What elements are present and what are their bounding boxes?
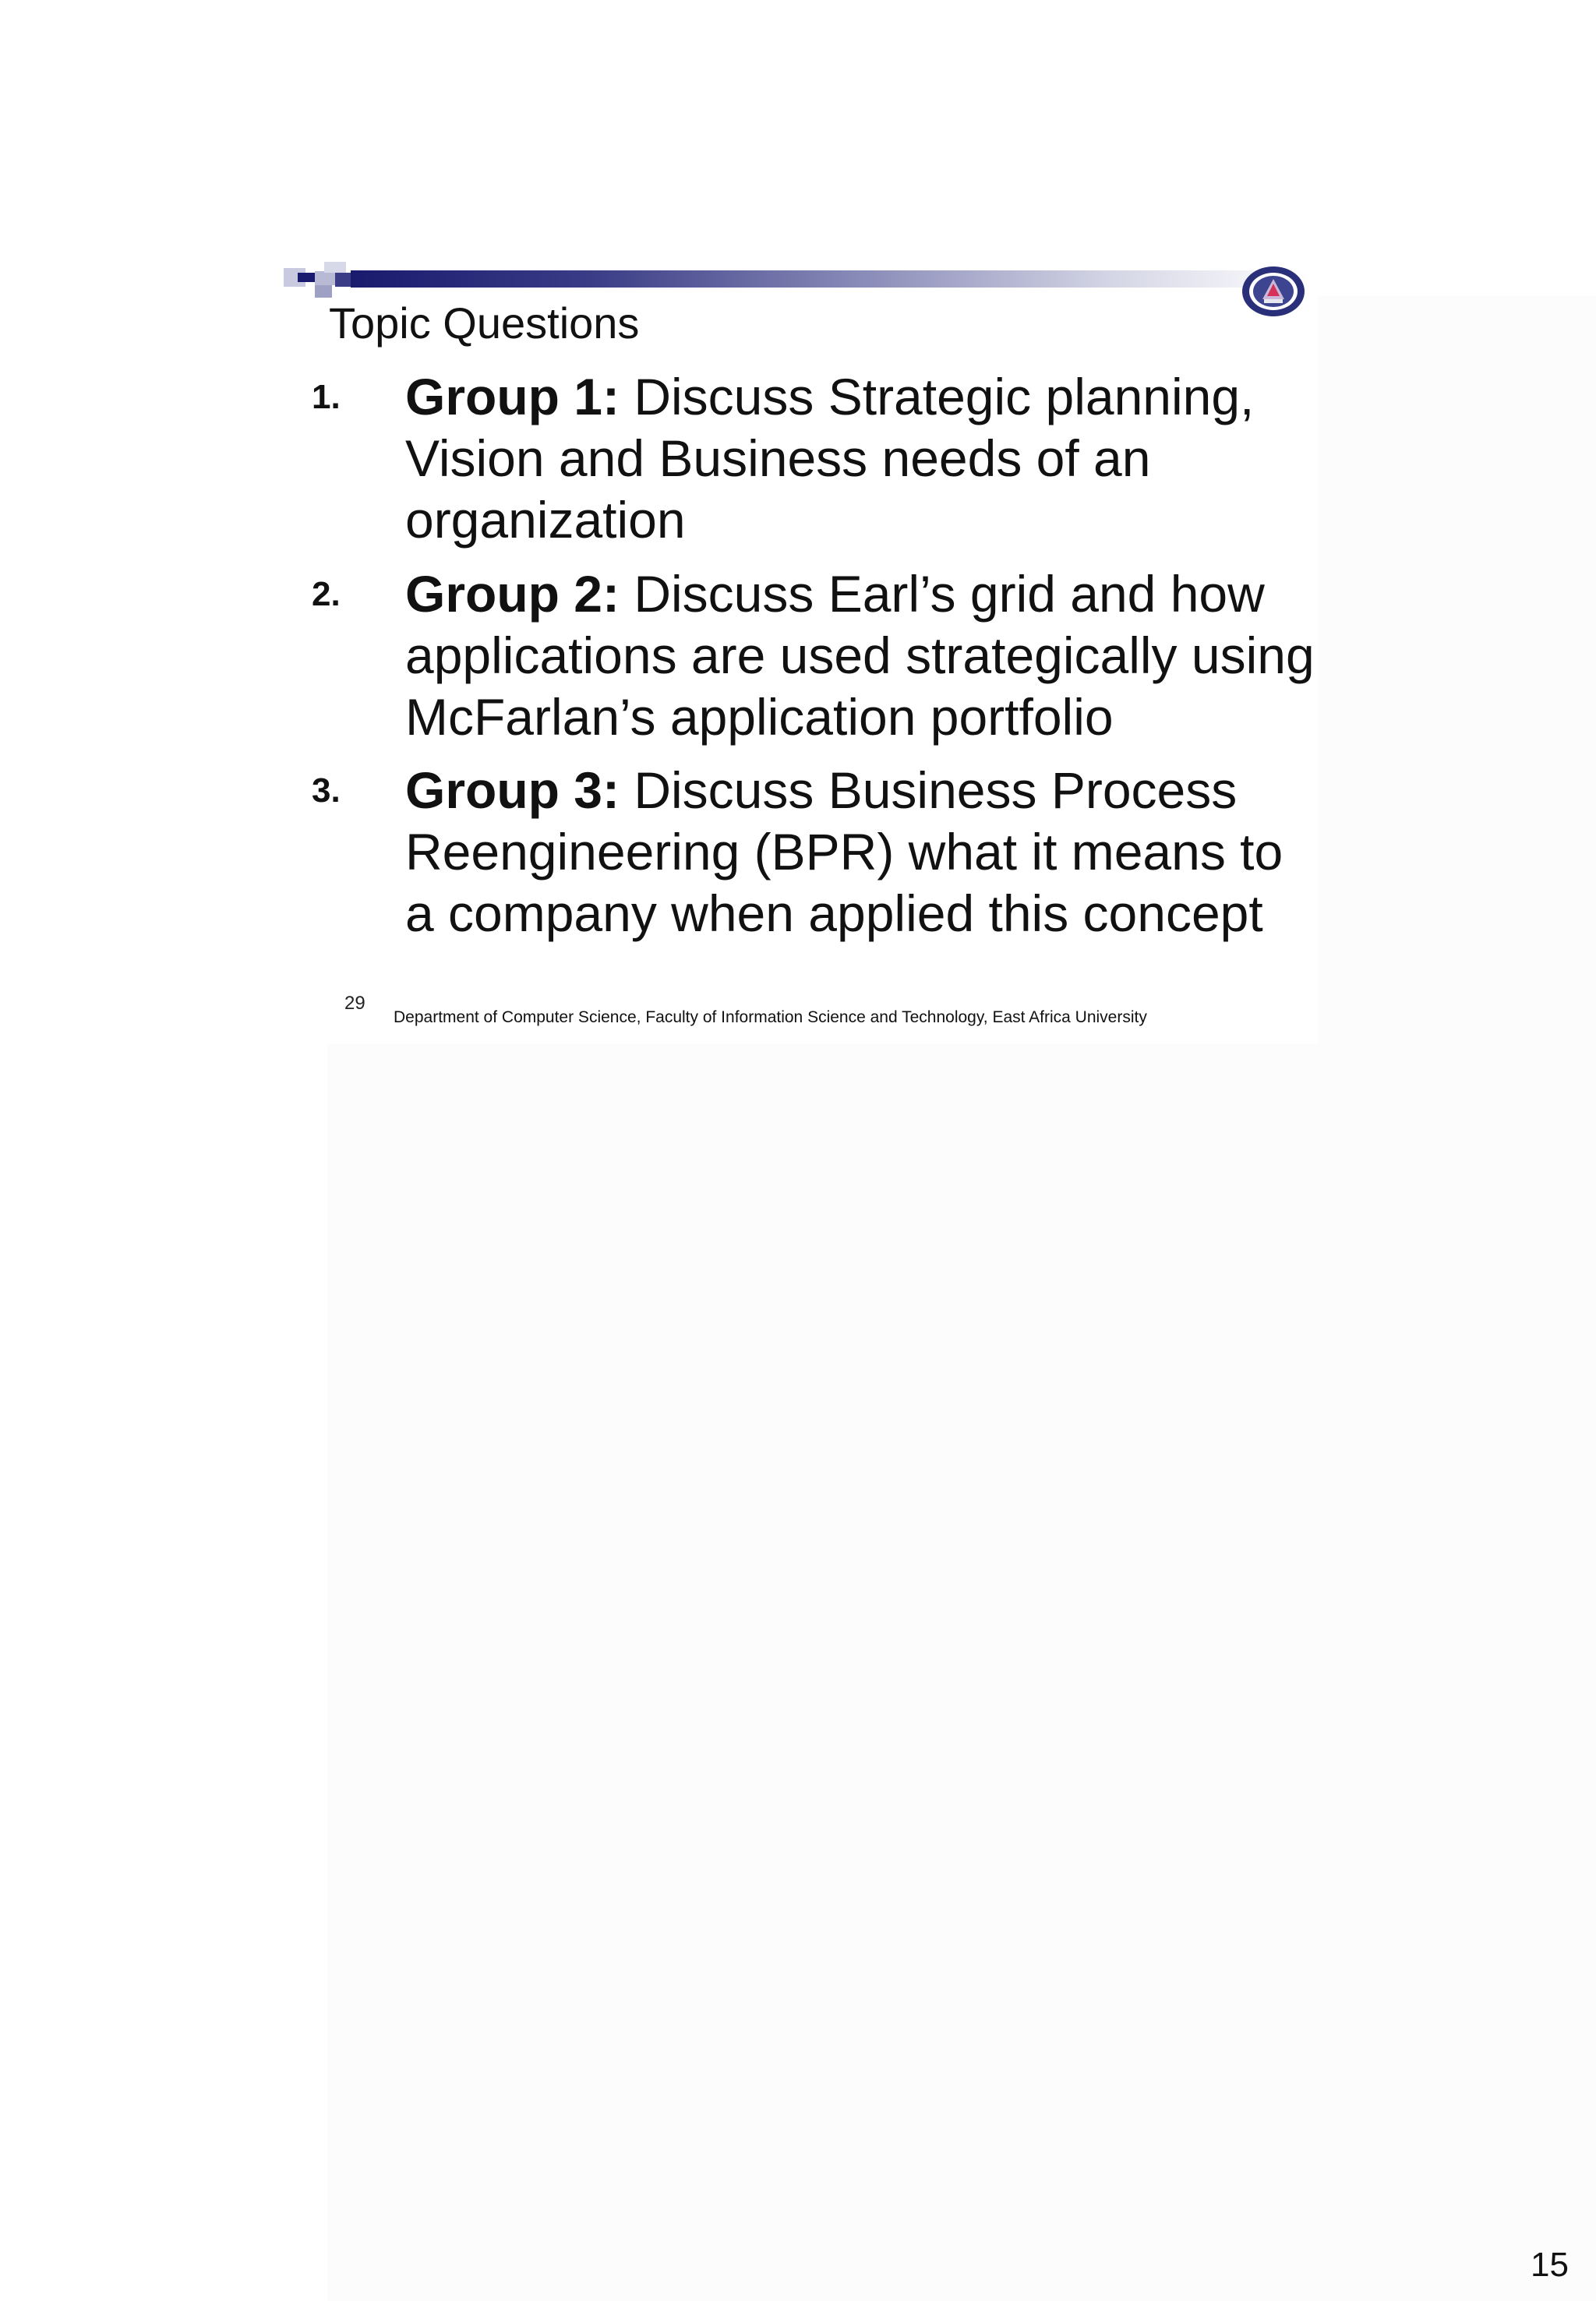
slide-header-bar <box>281 257 1317 304</box>
list-item-text <box>405 366 1317 551</box>
item-description: Discuss Business Process Reengineering (BPR) what it means to a company when applied this concept <box>405 761 1284 942</box>
header-gradient-line <box>351 270 1309 288</box>
list-item-number: 3. <box>312 771 341 810</box>
slide-footer: Department of Computer Science, Faculty of Information Science and Technology, East Africa University <box>394 1008 1147 1026</box>
header-square <box>315 271 335 285</box>
header-square <box>335 273 352 287</box>
list-item-text <box>405 563 1317 748</box>
list-item-text <box>405 760 1317 944</box>
list-item-number: 2. <box>312 575 341 613</box>
group-label: Group 3: <box>405 761 620 819</box>
header-square <box>315 285 332 298</box>
item-description: Discuss Strategic planning, Vision and Business needs of an organization <box>405 368 1255 549</box>
slide-title: Topic Questions <box>329 298 640 348</box>
slide-frame <box>281 257 1317 1044</box>
group-label: Group 1: <box>405 368 620 425</box>
header-square <box>324 262 346 273</box>
page-number: 15 <box>1531 2246 1569 2284</box>
list-item-number: 1. <box>312 378 341 416</box>
group-label: Group 2: <box>405 565 620 623</box>
university-seal-icon <box>1241 265 1306 318</box>
item-description: Discuss Earl’s grid and how applications are used strategically using McFarlan’s application portfolio <box>405 565 1315 746</box>
header-square <box>298 273 315 282</box>
slide-number: 29 <box>344 993 365 1014</box>
